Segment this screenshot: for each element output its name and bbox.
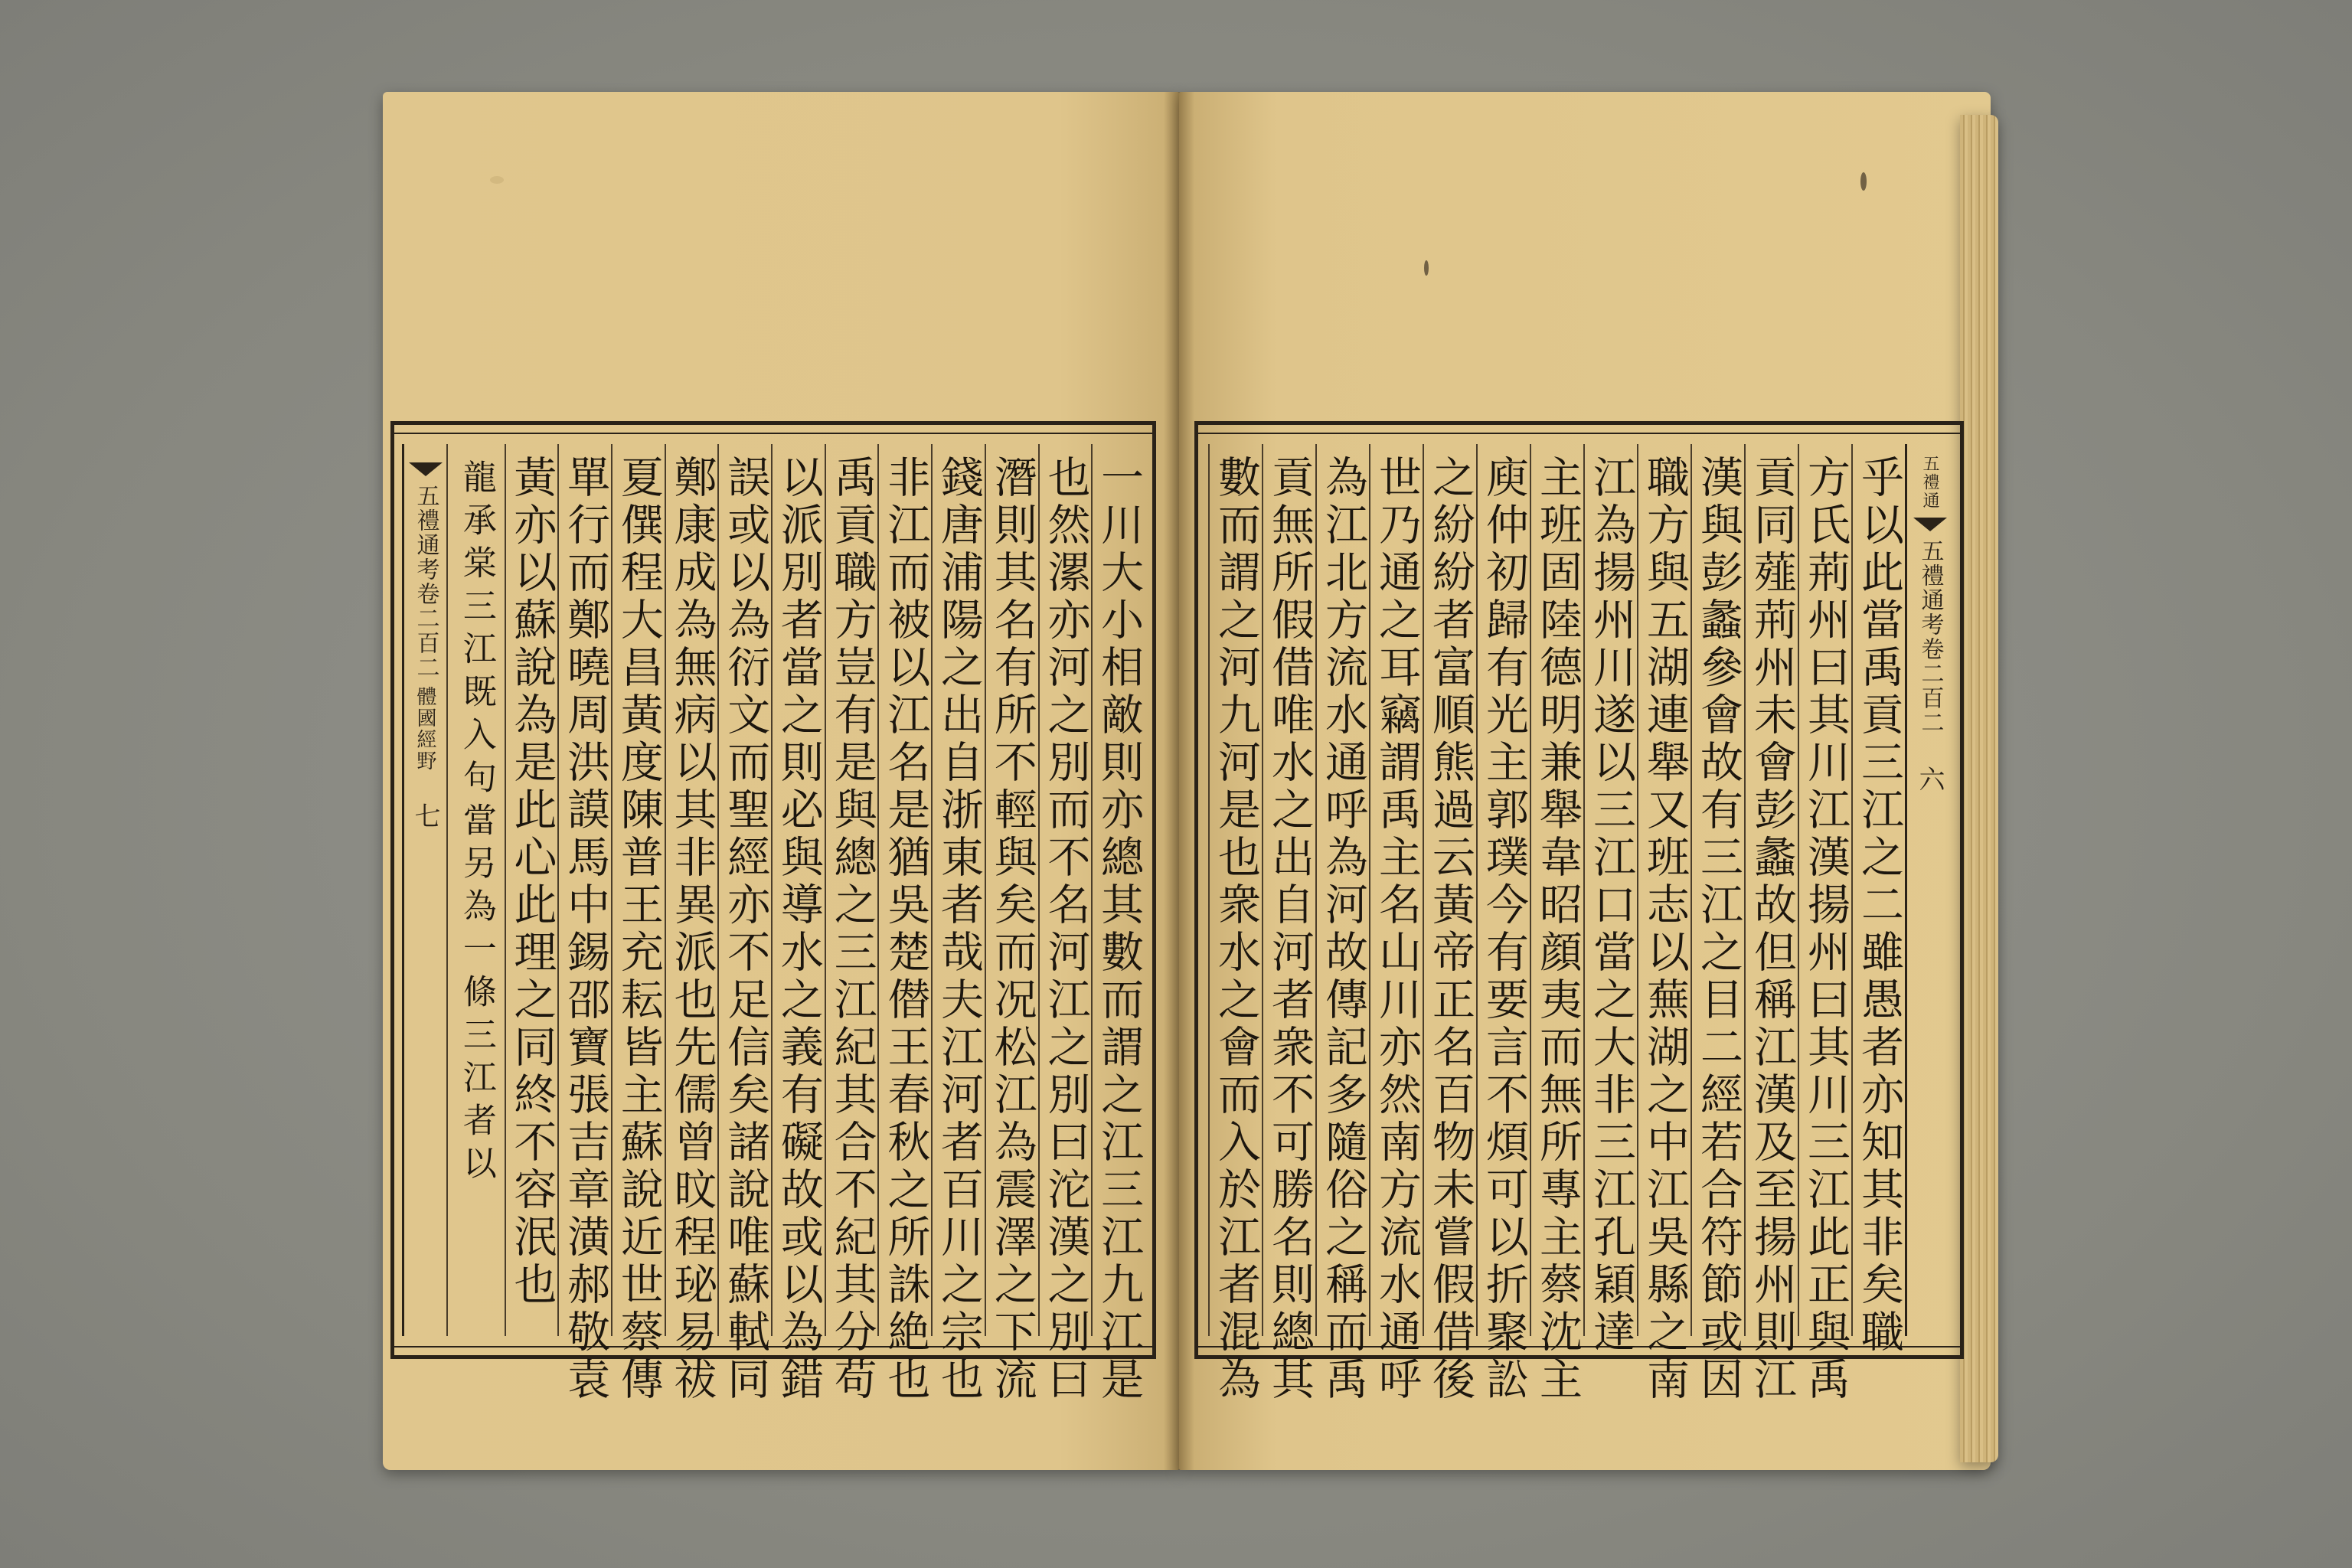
text-column — [1476, 444, 1530, 1404]
column-text: 江為揚州川遂以三江口當之大非三江孔穎達 — [1586, 455, 1636, 1357]
column-text: 非江而被以江名是猶吳楚僣王春秋之所誅絶也 — [880, 455, 931, 1404]
paper-speck — [1424, 260, 1429, 276]
column-text: 夏僎程大昌黃度陳普王充耘皆主蘇說近世蔡傳 — [613, 455, 664, 1404]
text-column — [1851, 444, 1905, 1357]
right-text-frame — [1194, 421, 1964, 1404]
column-text: 為江北方流水通呼為河故傳記多隨俗之稱而禹 — [1318, 455, 1368, 1404]
text-column — [1369, 444, 1423, 1404]
text-column — [1798, 444, 1851, 1404]
text-column — [1038, 444, 1092, 1404]
frame-rule — [394, 1346, 1152, 1348]
fish-tail-mark — [1913, 518, 1947, 531]
column-text: 禹貢職方豈有是與總之三江紀其合不紀其分苟 — [827, 455, 877, 1404]
paper-speck — [1860, 172, 1867, 191]
frame-rule — [1198, 433, 1960, 434]
column-text: 職方與五湖連舉又班志以蕪湖之中江吳縣之南 — [1640, 455, 1690, 1404]
column-text: 潛則其名有所不輕與矣而况松江為震澤之下流 — [987, 455, 1037, 1404]
book-gutter — [1164, 92, 1194, 1470]
column-text: 漢與彭蠡參會故有三江之目二經若合符節或因 — [1694, 455, 1743, 1404]
text-column — [825, 444, 878, 1404]
page-number: 六 — [1914, 766, 1945, 792]
column-text: 世乃通之耳竊謂禹主名山川亦然南方流水通呼 — [1372, 455, 1422, 1404]
right-text-columns — [1206, 444, 1952, 1404]
annotation-text: 龍承棠三江既入句當另為一條三江者以 — [456, 459, 496, 1188]
fold-column — [1905, 444, 1952, 1336]
text-column — [985, 444, 1038, 1404]
annotation-column — [446, 444, 505, 1336]
column-text: 貢無所假借唯水之出自河者衆不可勝名則總其 — [1265, 455, 1315, 1404]
text-column — [611, 444, 665, 1404]
text-column — [1690, 444, 1744, 1404]
text-column — [665, 444, 718, 1404]
fold-column — [402, 444, 446, 1336]
left-text-columns — [402, 444, 1145, 1404]
paper-speck — [490, 176, 504, 184]
header-mark: 五禮通 — [1920, 455, 1939, 510]
text-column — [877, 444, 931, 1404]
column-text: 一川大小相敵則亦總其數而謂之江三江九江是 — [1094, 455, 1145, 1404]
text-column — [505, 444, 558, 1336]
left-text-frame — [390, 421, 1156, 1404]
text-column — [1315, 444, 1369, 1404]
page-number: 七 — [410, 802, 440, 828]
text-column — [1583, 444, 1637, 1357]
fold-section: 體國經野 — [413, 686, 436, 772]
fish-tail-mark — [409, 462, 443, 476]
column-text: 黃亦以蘇說為是此心此理之同終不容泯也 — [507, 455, 557, 1309]
column-text: 數而謂之河九河是也衆水之會而入於江者混為 — [1211, 455, 1261, 1404]
column-text: 鄭康成為無病以其非異派也先儒曾旼程珌易祓 — [667, 455, 717, 1404]
text-column — [1091, 444, 1145, 1404]
column-text: 誤或以為衍文而聖經亦不足信矣諸說唯蘇軾同 — [720, 455, 771, 1404]
page-edges — [1960, 115, 1998, 1462]
text-column — [1744, 444, 1798, 1404]
text-column — [771, 444, 825, 1404]
column-text: 庾仲初歸有光主郭璞今有要言不煩可以折聚訟 — [1479, 455, 1529, 1404]
column-text: 也然漯亦河之別而不名河江之別曰沱漢之別曰 — [1040, 455, 1091, 1404]
text-column — [1423, 444, 1476, 1404]
text-column — [931, 444, 985, 1404]
text-column — [1262, 444, 1315, 1404]
frame-rule — [394, 433, 1152, 434]
text-column — [717, 444, 771, 1404]
column-text: 主班固陸德明兼舉韋昭顔夷而無所專主蔡沈主 — [1533, 455, 1583, 1404]
column-text: 之紛紛者富順熊過云黃帝正名百物未嘗假借後 — [1426, 455, 1475, 1404]
column-text: 乎以此當禹貢三江之二雖愚者亦知其非矣職 — [1854, 455, 1904, 1357]
column-text: 以派別者當之則必與導水之義有礙故或以為錯 — [773, 455, 824, 1404]
column-text: 錢唐浦陽之出自浙東者哉夫江河者百川之宗也 — [934, 455, 985, 1404]
fold-title: 五禮通考卷二百二 — [1916, 539, 1944, 735]
text-column — [1530, 444, 1583, 1404]
column-text: 方氏荊州曰其川江漢揚州曰其川三江此正與禹 — [1801, 455, 1851, 1404]
column-text: 單行而鄭曉周洪謨馬中錫邵寶張吉章潢郝敬袁 — [560, 455, 611, 1404]
fold-title: 五禮通考卷二百二 — [412, 484, 439, 680]
column-text: 貢同薤荊州未會彭蠡故但稱江漢及至揚州則江 — [1747, 455, 1797, 1404]
text-column — [1637, 444, 1690, 1404]
text-column — [1208, 444, 1262, 1404]
text-column — [557, 444, 611, 1404]
